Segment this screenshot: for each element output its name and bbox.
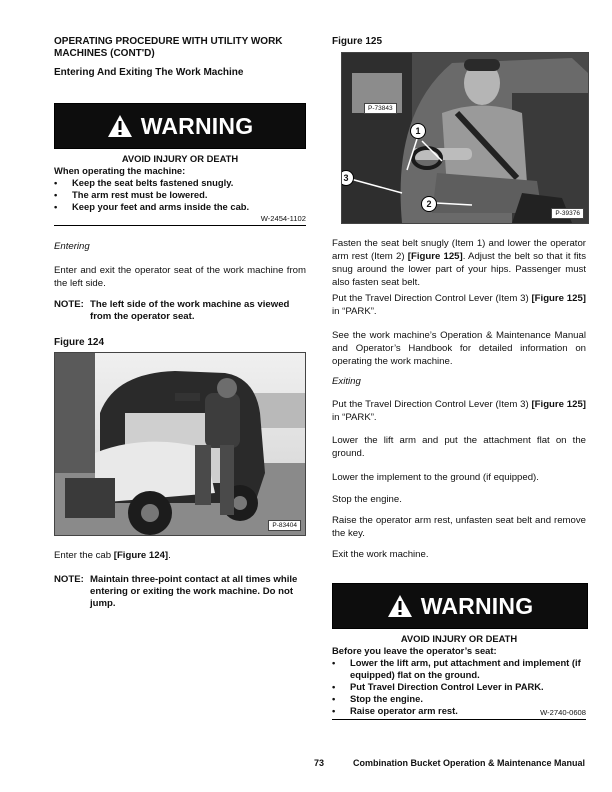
raise-arm-rest-paragraph: Raise the operator arm rest, unfasten seat belt and remove the key.: [332, 515, 586, 539]
warning-item: • Put Travel Direction Control Lever in PARK.: [332, 681, 588, 693]
warning-title: WARNING: [420, 592, 534, 619]
page-number: 73: [314, 758, 325, 768]
entering-paragraph: Enter and exit the operator seat of the work machine from the left side.: [54, 265, 306, 289]
callout-1: 1: [410, 123, 426, 139]
manual-reference-paragraph: See the work machine’s Operation & Maintenance Manual and Operator’s Handbook for detailed information on operating the work machine.: [332, 330, 586, 367]
divider: [54, 225, 306, 226]
figure-ref[interactable]: [Figure 125]: [407, 251, 463, 262]
seat-belt-paragraph: Fasten the seat belt snugly (Item 1) and lower the operator arm rest (Item 2) [Figure 125]. Adjust the belt so that it fits snug around the lower part of your hips. Passenger must also fasten seat belt.: [332, 238, 586, 288]
exit-paragraph: Exit the work machine.: [332, 549, 429, 560]
enter-cab-paragraph: Enter the cab [Figure 124].: [54, 550, 171, 561]
sub-heading: Entering And Exiting The Work Machine: [54, 67, 244, 78]
warning-subtitle: AVOID INJURY OR DEATH: [121, 153, 239, 164]
section-heading: OPERATING PROCEDURE WITH UTILITY WORK MACHINES (CONT'D): [54, 36, 283, 59]
divider: [332, 719, 586, 720]
figure-ref[interactable]: [Figure 125]: [531, 399, 586, 410]
warning-code: W-2454-1102: [260, 214, 306, 223]
figure-125-photo: [341, 52, 589, 224]
note-2: [54, 574, 306, 614]
warning-list: [54, 177, 308, 213]
lower-implement-paragraph: Lower the implement to the ground (if equipped).: [332, 472, 539, 483]
figure-124-label: Figure 124: [54, 337, 105, 348]
entering-label: Entering: [54, 241, 90, 252]
warning-item: • Raise operator arm rest.: [332, 705, 588, 717]
figure-124-tag: P-83404: [268, 520, 301, 531]
warning-item: • Keep your feet and arms inside the cab.: [54, 201, 308, 213]
stop-engine-paragraph: Stop the engine.: [332, 494, 402, 505]
manual-title: Combination Bucket Operation & Maintenance Manual: [353, 758, 586, 768]
warning-intro: Before you leave the operator’s seat:: [332, 645, 497, 656]
warning-banner: [54, 103, 306, 149]
warning-item: • Lower the lift arm, put attachment and implement (if equipped) flat on the ground.: [332, 657, 588, 681]
note-label: NOTE:: [54, 574, 84, 585]
lower-lift-arm-paragraph: Lower the lift arm and put the attachment flat on the ground.: [332, 435, 586, 459]
warning-triangle-icon: [387, 594, 413, 618]
warning-intro: When operating the machine:: [54, 165, 186, 176]
note-text: Maintain three-point contact at all times while entering or exiting the work machine. Do not jump.: [90, 574, 298, 609]
figure-ref[interactable]: [Figure 124]: [113, 550, 169, 561]
warning-item: • Keep the seat belts fastened snugly.: [54, 177, 308, 189]
park-paragraph-2: Put the Travel Direction Control Lever (Item 3) [Figure 125] in “PARK”.: [332, 399, 586, 423]
figure-125-tag-top: P-73843: [364, 103, 397, 114]
figure-ref[interactable]: [Figure 125]: [531, 293, 586, 304]
note-text: The left side of the work machine as viewed from the operator seat.: [90, 299, 290, 322]
warning-code: W-2740-0608: [540, 708, 586, 717]
callout-leader-lines: [342, 53, 588, 223]
figure-124-photo: [54, 352, 306, 536]
warning-item: • The arm rest must be lowered.: [54, 189, 308, 201]
warning-subtitle: AVOID INJURY OR DEATH: [400, 633, 518, 644]
warning-title: WARNING: [140, 112, 254, 139]
note-1: [54, 299, 306, 325]
warning-banner: [332, 583, 588, 629]
warning-triangle-icon: [107, 114, 133, 138]
park-paragraph-1: Put the Travel Direction Control Lever (Item 3) [Figure 125] in “PARK”.: [332, 293, 586, 317]
warning-item: • Stop the engine.: [332, 693, 588, 705]
figure-125-label: Figure 125: [332, 36, 383, 47]
exiting-label: Exiting: [332, 376, 361, 387]
callout-3: 3: [341, 170, 354, 186]
note-label: NOTE:: [54, 299, 84, 310]
callout-2: 2: [421, 196, 437, 212]
figure-125-tag-bottom: P-39376: [551, 208, 584, 219]
